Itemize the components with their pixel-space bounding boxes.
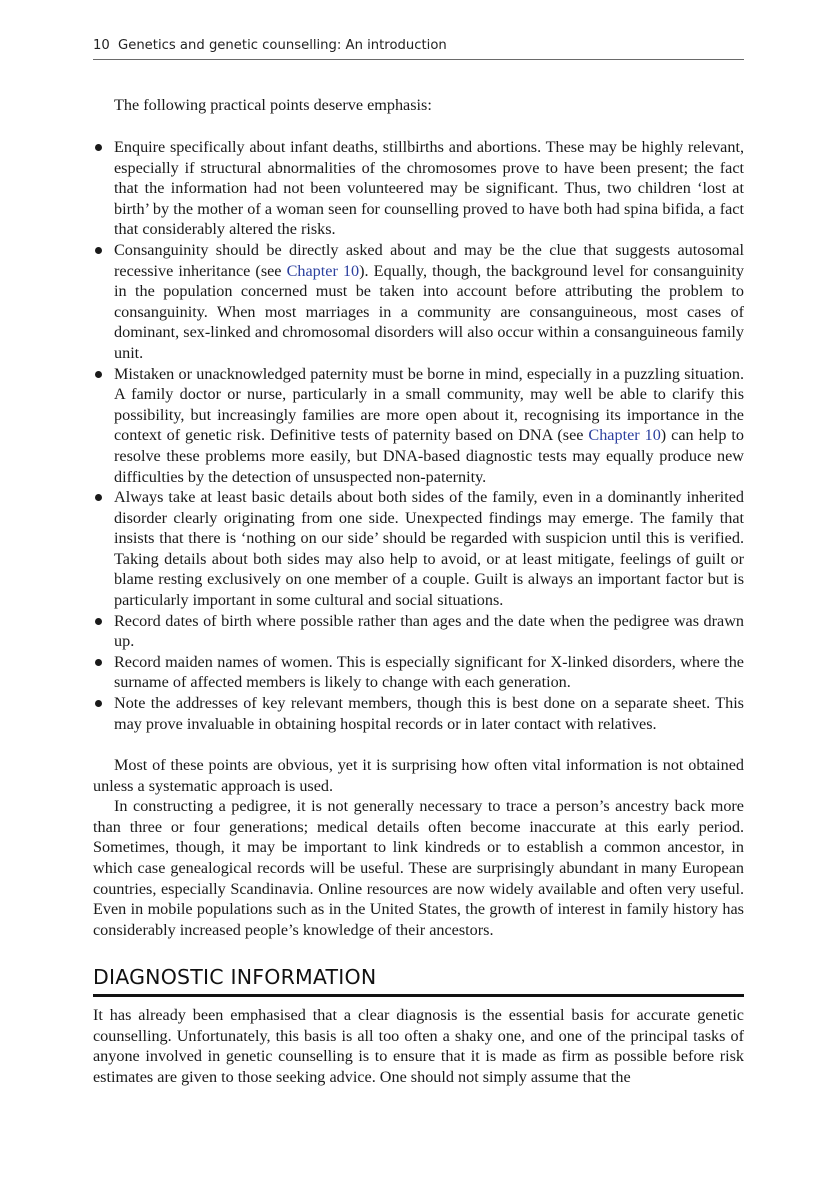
- section-heading: DIAGNOSTIC INFORMATION: [93, 965, 744, 997]
- list-item: [93, 487, 744, 611]
- list-item: [93, 652, 744, 693]
- list-item: [93, 693, 744, 734]
- list-item: [93, 240, 744, 364]
- running-head: [93, 38, 744, 60]
- bullet-icon: [95, 247, 102, 254]
- bullet-list: [93, 137, 744, 734]
- body-paragraph: Most of these points are obvious, yet it is surprising how often vital information is not obtained unless a systematic approach is used.: [93, 756, 744, 795]
- bullet-icon: [95, 371, 102, 378]
- bullet-icon: [95, 659, 102, 666]
- list-item-text: Record dates of birth where possible rather than ages and the date when the pedigree was drawn up.: [114, 611, 744, 651]
- section-paragraph: It has already been emphasised that a clear diagnosis is the essential basis for accurate genetic counselling. Unfortunately, this basis is all too often a shaky one, and one of the principal tasks of anyone involved in genetic counselling is to ensure that it is made as firm as possible before risk estimates are given to those seeking advice. One should not simply assume that the: [93, 1006, 744, 1086]
- list-item-text: Always take at least basic details about both sides of the family, even in a dominantly inherited disorder clearly originating from one side. Unexpected findings may emerge. The family that insists that there is ‘nothing on our side’ should be regarded with suspicion until this is verified. Taking details about both sides may also help to avoid, or at least mitigate, feelings of guilt or blame resting exclusively on one member of a couple. Guilt is always an important factor but is particularly important in some cultural and social situations.: [114, 488, 744, 610]
- bullet-icon: [95, 700, 102, 707]
- page-number: 10: [93, 38, 110, 53]
- body-paragraph: In constructing a pedigree, it is not generally necessary to trace a person’s ancestry back more than three or four generations; medical details often become inaccurate at this early period. Sometimes, though, it may be important to link kindreds or to establish a common ancestor, in which case genealogical records will be useful. These are surprisingly abundant in many European countries, especially Scandinavia. Online resources are now widely available and often very useful. Even in mobile populations such as in the United States, the growth of interest in family history has considerably increased people’s knowledge of their ancestors.: [93, 797, 744, 939]
- bullet-icon: [95, 144, 102, 151]
- list-item: [93, 364, 744, 488]
- list-item-text: Note the addresses of key relevant members, though this is best done on a separate sheet. This may prove invaluable in obtaining hospital records or in later contact with relatives.: [114, 694, 744, 733]
- chapter-10-link[interactable]: Chapter 10: [286, 261, 360, 280]
- body-paragraphs: [93, 755, 744, 940]
- chapter-10-link[interactable]: Chapter 10: [588, 426, 661, 445]
- bullet-icon: [95, 494, 102, 501]
- list-item-text: Enquire specifically about infant deaths, stillbirths and abortions. These may be highly relevant, especially if structural abnormalities of the chromosomes prove to have been present; the fact that the information had not been volunteered may be significant. Thus, two children ‘lost at birth’ by the mother of a woman seen for counselling proved to have both had spina bifida, a fact that considerably altered the risks.: [114, 138, 744, 239]
- running-head-title: Genetics and genetic counselling: An introduction: [117, 38, 447, 53]
- list-item-text: ) can help to resolve these problems more easily, but DNA-based diagnostic tests may equally produce new difficulties by the detection of unsuspected non-paternity.: [114, 426, 744, 486]
- list-item-text: Mistaken or unacknowledged paternity must be borne in mind, especially in a puzzling situation. A family doctor or nurse, particularly in a small community, may well be able to clarify this possibility, but increasingly families are more open about it, recognising its importance in the context of genetic risk. Definitive tests of paternity based on DNA (see: [114, 364, 744, 445]
- list-item: [93, 611, 744, 652]
- list-item-text: Consanguinity should be directly asked about and may be the clue that suggests autosomal recessive inheritance (see: [114, 240, 744, 280]
- bullet-icon: [95, 618, 102, 625]
- list-item: [93, 137, 744, 240]
- list-item-text: Record maiden names of women. This is especially significant for X-linked disorders, where the surname of affected members is likely to change with each generation.: [114, 652, 744, 692]
- intro-sentence: The following practical points deserve emphasis:: [114, 96, 432, 114]
- list-item-text: ). Equally, though, the background level for consanguinity in the population concerned must be taken into account before attributing the problem to consanguinity. When most marriages in a community are consanguineous, most cases of dominant, sex-linked and chromosomal disorders will also occur within a consanguineous family unit.: [114, 261, 744, 362]
